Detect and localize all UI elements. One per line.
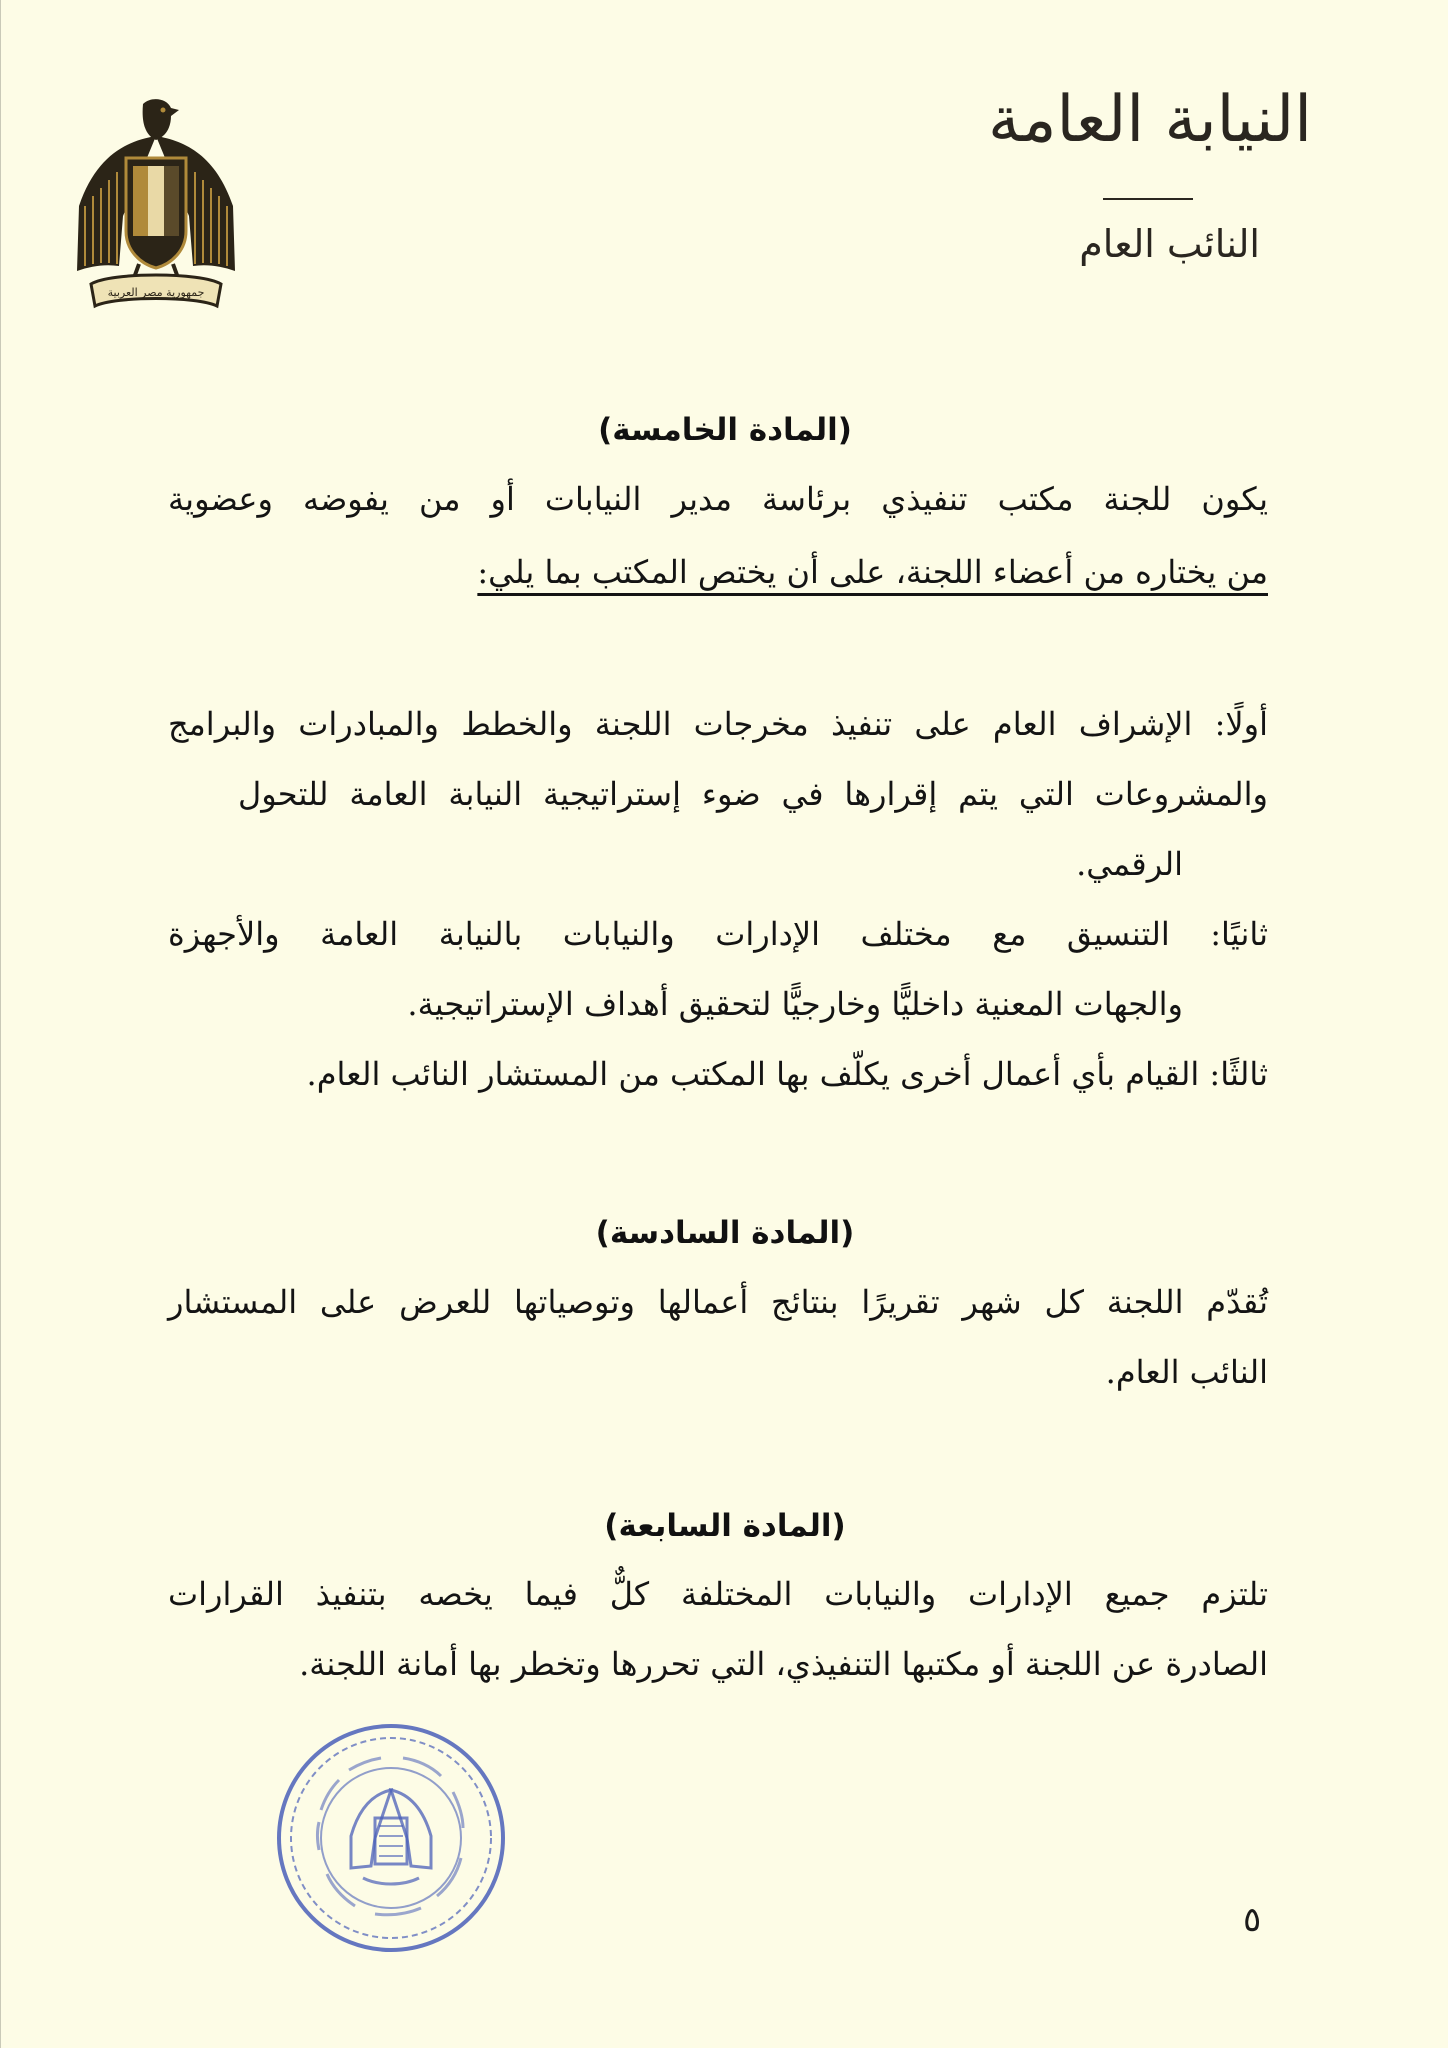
article-5-item-1-line-1: أولًا: الإشراف العام على تنفيذ مخرجات اللجنة والخطط والمبادرات والبرامج [168, 705, 1269, 743]
page-number: ٥ [1243, 1900, 1262, 1940]
article-5-heading: (المادة الخامسة) [598, 412, 852, 448]
eagle-emblem-icon [71, 96, 241, 316]
article-5-intro-line-1: يكون للجنة مكتب تنفيذي برئاسة مدير النيابات أو من يفوضه وعضوية [168, 480, 1268, 518]
header-subtitle: النائب العام [1079, 222, 1260, 266]
article-5-intro-line-2-text: من يختاره من أعضاء اللجنة، على أن يختص المكتب بما يلي: [477, 553, 1268, 591]
article-5-item-2-line-2: والجهات المعنية داخليًّا وخارجيًّا لتحقيق أهداف الإستراتيجية. [407, 985, 1183, 1023]
official-stamp-icon [271, 1718, 511, 1958]
article-6-heading: (المادة السادسة) [595, 1215, 855, 1251]
article-5-item-2-line-1: ثانيًا: التنسيق مع مختلف الإدارات والنيابات بالنيابة العامة والأجهزة [168, 915, 1268, 953]
article-6-line-1: تُقدّم اللجنة كل شهر تقريرًا بنتائج أعمالها وتوصياتها للعرض على المستشار [168, 1283, 1268, 1321]
header-title: النيابة العامة [987, 83, 1313, 157]
article-5-item-1-line-3: الرقمي. [1076, 845, 1183, 883]
article-7-line-2: الصادرة عن اللجنة أو مكتبها التنفيذي، التي تحررها وتخطر بها أمانة اللجنة. [299, 1645, 1268, 1683]
article-7-line-1: تلتزم جميع الإدارات والنيابات المختلفة كلٌّ فيما يخصه بتنفيذ القرارات [168, 1575, 1268, 1613]
article-7-heading: (المادة السابعة) [604, 1508, 846, 1544]
emblem-caption: جمهورية مصر العربية [107, 286, 205, 299]
article-5-intro-line-2 [168, 553, 1268, 591]
article-6-line-2: النائب العام. [1105, 1353, 1268, 1391]
article-5-item-1-line-2: والمشروعات التي يتم إقرارها في ضوء إستراتيجية النيابة العامة للتحول [238, 775, 1268, 813]
article-5-item-3-line-1: ثالثًا: القيام بأي أعمال أخرى يكلّف بها المكتب من المستشار النائب العام. [306, 1055, 1268, 1093]
header-divider [1103, 198, 1193, 200]
